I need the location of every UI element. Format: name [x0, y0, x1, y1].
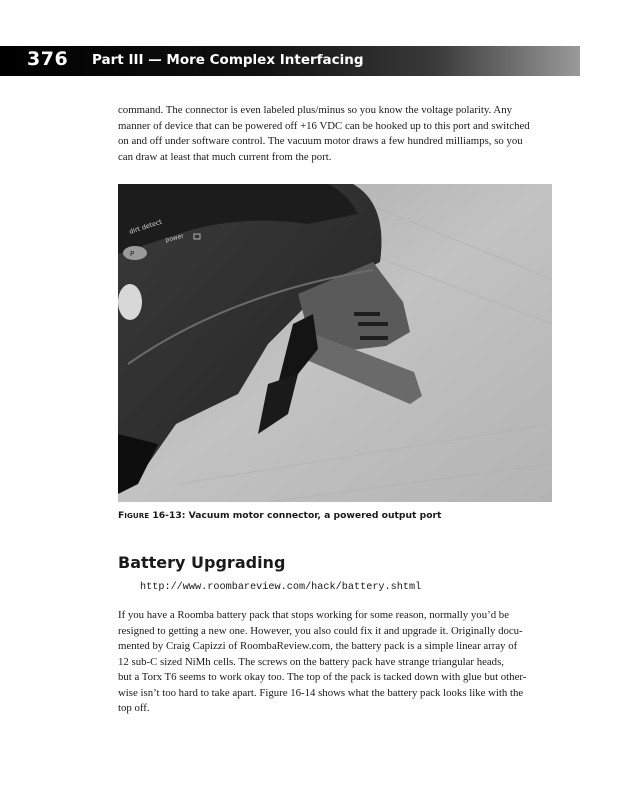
figure-caption [118, 510, 441, 521]
body-line: mented by Craig Capizzi of RoombaReview.com, the battery pack is a simple linear array of [118, 640, 518, 652]
caption-number: 16-13: [152, 510, 186, 521]
body-line: If you have a Roomba battery pack that stops working for some reason, normally you’d be [118, 609, 509, 621]
intro-line: command. The connector is even labeled plus/minus so you know the voltage polarity. Any [118, 104, 513, 116]
power-label: power [164, 232, 185, 244]
body-line: wise isn’t too hard to take apart. Figure 16-14 shows what the battery pack looks like with the [118, 686, 524, 699]
battery-paragraph [118, 608, 558, 717]
intro-paragraph [118, 103, 558, 165]
caption-prefix-rest: IGURE [124, 511, 150, 520]
intro-line: manner of device that can be powered off +16 VDC can be hooked up to this port and switched [118, 119, 530, 132]
body-line: but a Torx T6 seems to work okay too. The top of the pack is tacked down with glue but other- [118, 671, 527, 683]
part-title: Part III — More Complex Interfacing [92, 52, 364, 68]
body-line: resigned to getting a new one. However, you also could fix it and upgrade it. Originally docu- [118, 624, 523, 637]
button-letter: P [130, 250, 135, 258]
dirt-detect-label: dirt detect [128, 217, 163, 236]
caption-text: Vacuum motor connector, a powered output port [188, 510, 442, 521]
caption-prefix-first: F [118, 510, 125, 521]
vacuum-motor-connector-photo [118, 184, 552, 502]
section-heading: Battery Upgrading [118, 553, 286, 572]
body-line: 12 sub-C sized NiMh cells. The screws on the battery pack have strange triangular heads, [118, 655, 504, 668]
intro-line: on and off under software control. The vacuum motor draws a few hundred milliamps, so you [118, 135, 523, 147]
body-line: top off. [118, 702, 150, 714]
reference-url: http://www.roombareview.com/hack/battery.shtml [140, 582, 422, 593]
page-number: 376 [27, 48, 69, 70]
intro-line: can draw at least that much current from the port. [118, 150, 332, 163]
